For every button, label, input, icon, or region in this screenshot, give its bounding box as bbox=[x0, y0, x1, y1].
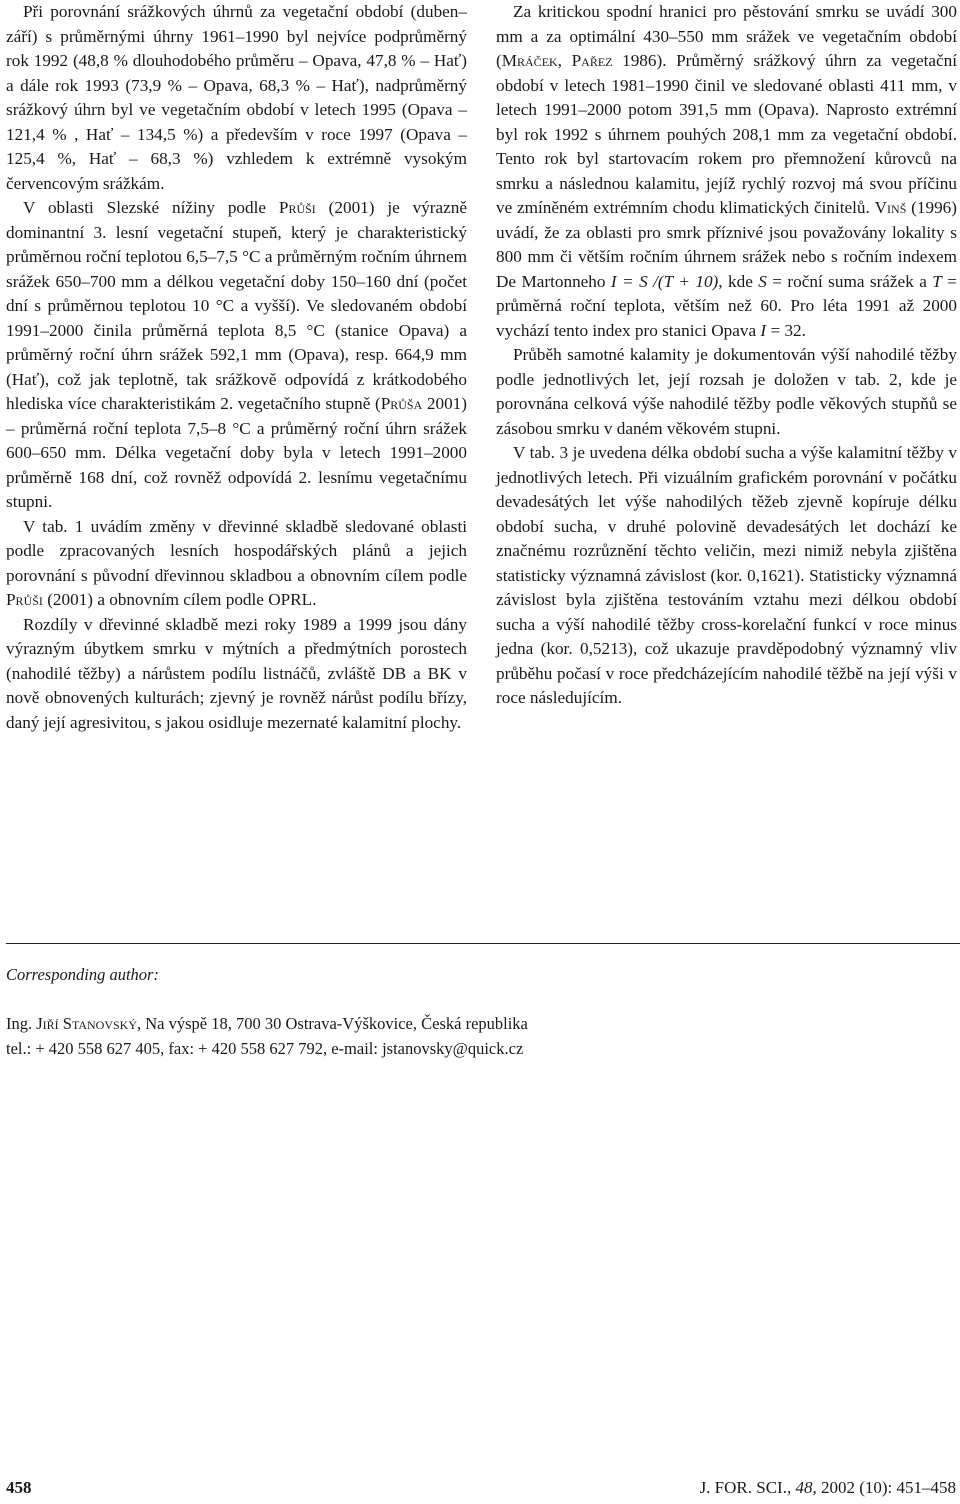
paragraph bbox=[6, 196, 467, 515]
text: 2001) – průměrná roční teplota 7,5–8 °C a průměrný roční úhrn srážek 600–650 mm. Délka vegetační doby byla v letech 1991–2000 průměrně 168 dní, což rovněž odpovídá 2. lesnímu vegetačnímu stupni. bbox=[6, 394, 467, 511]
volume: 48 bbox=[795, 1478, 813, 1497]
page-number: 458 bbox=[6, 1478, 32, 1497]
text: = 32. bbox=[766, 320, 806, 340]
author-contact: tel.: + 420 558 627 405, fax: + 420 558 627 792, e-mail: jstanovsky@quick.cz bbox=[6, 1039, 524, 1058]
text: = průměrná roční teplota, větším než 60. Pro léta 1991 až 2000 vychází tento index pro stanici Opava bbox=[496, 271, 957, 340]
variable: T bbox=[932, 271, 942, 291]
text: Za kritickou spodní hranici pro pěstování smrku se uvádí 300 mm a za optimální 430–550 mm srážek ve vegetačním období ( bbox=[496, 2, 957, 70]
text: V tab. 1 uvádím změny v dřevinné skladbě sledované oblasti podle zpracovaných lesních hospodářských plánů a jejich porovnání s původní dřevinnou skladbou a obnovním cílem podle bbox=[6, 516, 467, 585]
text: J. FOR. SCI., bbox=[699, 1478, 796, 1497]
formula: I = S /(T + 10) bbox=[610, 271, 719, 291]
variable: S bbox=[758, 271, 767, 291]
author-name: Jiří Stanovský bbox=[36, 1014, 138, 1033]
text: (2001) je výrazně dominantní 3. lesní vegetační stupeň, který je charakteristický průměrnou roční teplotou 6,5–7,5 °C a průměrným ročním úhrnem srážek 650–700 mm a délkou vegetační doby 150–160 dní (počet dní s průměrnou teplotou 10 °C a vyšší). Ve sledovaném období 1991–2000 činila průměrná teplota 8,5 °C (stanice Opava) a průměrný roční úhrn srážek 592,1 mm (Opava), resp. 664,9 mm (Hať), což jak teplotně, tak srážkově odpovídá z krátkodobého hlediska více charakteristikám 2. vegetačního stupně ( bbox=[6, 198, 467, 413]
author-name: Průši bbox=[278, 198, 316, 217]
paragraph: Při porovnání srážkových úhrnů za vegetační období (duben–září) s průměrnými úhrny 1961–1990 byl nejvíce podprůměrný rok 1992 (48,8 % dlouhodobého průměru – Opava, 47,8 % – Hať) a dále rok 1993 (73,9 % – Opava, 68,3 % – Hať), nadprůměrný srážkový úhrn byl ve vegetačním období v letech 1995 (Opava – 121,4 % , Hať – 134,5 %) a především v roce 1997 (Opava – 125,4 %, Hať – 68,3 %) vzhledem k extrémně vysokým červencovým srážkám. bbox=[6, 2, 467, 193]
author-name: Vinš bbox=[874, 198, 907, 217]
paragraph: V tab. 3 je uvedena délka období sucha a výše kalamitní těžby v jednotlivých letech. Při vizuálním grafickém porovnání v počátku devadesátých let výše nahodilých těžeb zjevně kopíruje délku období sucha, v druhé polovině devadesátých let dochází ke značnému rozrůznění těchto veličin, mezi nimiž nebyla zjištěna statisticky významná závislost (kor. 0,1621). Statisticky významná závislost byla zjištěna testováním vztahu mezi délkou období sucha a výší nahodilé těžby cross-korelační funkcí v roce minus jedna (kor. 0,5213), což ukazuje pravděpodobný významný vliv průběhu počasí v roce předcházejícím nahodilé těžbě na její výši v roce následujícím. bbox=[496, 443, 957, 707]
text: (2001) a obnovním cílem podle OPRL. bbox=[42, 590, 317, 609]
text: , kde bbox=[718, 271, 759, 291]
right-column bbox=[496, 0, 957, 711]
author-address bbox=[6, 1012, 528, 1036]
author-name: Průša bbox=[380, 394, 423, 413]
paragraph bbox=[496, 0, 957, 343]
journal-citation bbox=[700, 1478, 956, 1498]
text: V oblasti Slezské nížiny podle bbox=[23, 198, 279, 217]
text: = roční suma srážek a bbox=[766, 271, 933, 291]
variable: I bbox=[760, 320, 767, 340]
text: , 2002 (10): 451–458 bbox=[812, 1478, 956, 1497]
text: , Na výspě 18, 700 30 Ostrava-Výškovice, Česká republika bbox=[137, 1014, 528, 1033]
author-name: Průši bbox=[6, 590, 43, 609]
author-name: Mráček, Pařez bbox=[501, 51, 613, 70]
footnote-heading: Corresponding author: bbox=[6, 965, 159, 984]
paragraph bbox=[6, 515, 467, 613]
left-column bbox=[6, 0, 467, 735]
paragraph: Rozdíly v dřevinné skladbě mezi roky 1989 a 1999 jsou dány výrazným úbytkem smrku v mýtních a předmýtních porostech (nahodilé těžby) a nárůstem podílu listnáčů, zvláště DB a BK v nově obnovených kulturách; zjevný je rovněž nárůst podílu břízy, daný její agresivitou, s jakou osidluje mezernaté kalamitní plochy. bbox=[6, 614, 467, 732]
text: Ing. bbox=[6, 1014, 37, 1033]
text: 1986). Průměrný srážkový úhrn za vegetační období v letech 1981–1990 činil ve sledované oblasti 411 mm, v letech 1991–2000 potom 391,5 mm (Opava). Naprosto extrémní byl rok 1992 s úhrnem pouhých 208,1 mm za vegetační období. Tento rok byl startovacím rokem pro přemnožení kůrovců na smrku a následnou kalamitu, jejíž rychlý rozvoj má svou příčinu ve zmíněném extrémním chodu klimatických činitelů. bbox=[496, 51, 957, 217]
text: (1996) uvádí, že za oblasti pro smrk příznivé jsou považovány lokality s 800 mm či větším ročním úhrnem srážek nebo s ročním indexem De Martonneho bbox=[496, 198, 957, 291]
paragraph: Průběh samotné kalamity je dokumentován výší nahodilé těžby podle jednotlivých let, její rozsah je doložen v tab. 2, kde je porovnána celková výše nahodilé těžby podle věkových stupňů se zásobou smrku v daném věkovém stupni. bbox=[496, 345, 957, 438]
footnote-divider bbox=[6, 943, 960, 944]
